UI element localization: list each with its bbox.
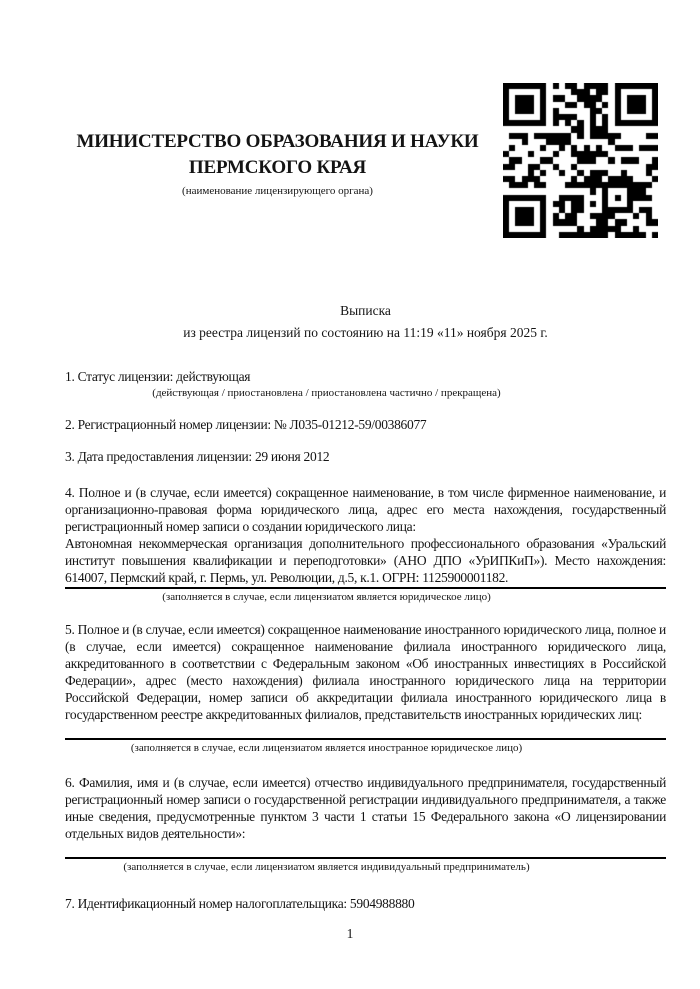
license-date-text: 3. Дата предоставления лицензии: 29 июня 2012 <box>65 449 330 464</box>
item-license-date <box>65 448 666 465</box>
entrepreneur-text: 6. Фамилия, имя и (в случае, если имеется) отчество индивидуального предпринимателя, государственный регистрационный номер записи о государственной регистрации индивидуального предпринимателя, а также иные сведения, предусмотренные пунктом 3 части 1 статьи 15 Федерального закона «О лицензировании отдельных видов деятельности»: <box>65 775 666 841</box>
legal-entity-caption: (заполняется в случае, если лицензиатом является юридическое лицо) <box>162 591 491 603</box>
item-inn <box>65 895 666 912</box>
ministry-name-line2: ПЕРМСКОГО КРАЯ <box>188 157 367 178</box>
qr-code <box>503 83 658 238</box>
registration-number-text: 2. Регистрационный номер лицензии: № Л035-01212-59/00386077 <box>65 417 427 432</box>
foreign-entity-caption: (заполняется в случае, если лицензиатом является иностранное юридическое лицо) <box>130 742 523 754</box>
qr-code-image <box>503 83 658 238</box>
legal-entity-text: 4. Полное и (в случае, если имеется) сокращенное наименование, в том числе фирменное наименование, и организационно-правовая форма юридического лица, адрес его места нахождения, государственный регистрационный номер записи о создании юридического лица: <box>65 485 666 534</box>
item-entrepreneur <box>65 774 666 874</box>
item-legal-entity <box>65 484 666 604</box>
license-status-text: 1. Статус лицензии: действующая <box>65 369 251 384</box>
item-registration-number <box>65 416 666 433</box>
fill-line <box>65 587 666 589</box>
document-title <box>65 300 666 344</box>
legal-entity-value: Автономная некоммерческая организация дополнительного профессионального образования «Уральский институт повышения квалификации и переподготовки» (АНО ДПО «УрИПКиП»). Место нахождения: 614007, Пермский край, г. Пермь, ул. Революции, д.5, к.1. ОГРН: 1125900001182. <box>65 536 666 585</box>
foreign-entity-text: 5. Полное и (в случае, если имеется) сокращенное наименование иностранного юридического лица, полное и (в случае, если имеется) сокращенное наименование филиала иностранного юридического лица, аккредитованного в соответствии с Федеральным законом «Об иностранных инвестициях в Российской Федерации», адрес (место нахождения) филиала иностранного юридического лица на территории Российской Федерации, номер записи об аккредитации филиала иностранного юридического лица в государственном реестре аккредитованных филиалов, представительств иностранных юридических лиц: <box>65 622 666 722</box>
page-number: 1 <box>346 926 354 941</box>
ministry-name-line1: МИНИСТЕРСТВО ОБРАЗОВАНИЯ И НАУКИ <box>76 131 479 152</box>
license-status-caption: (действующая / приостановлена / приостановлена частично / прекращена) <box>152 387 501 399</box>
item-foreign-entity <box>65 621 666 755</box>
entrepreneur-caption: (заполняется в случае, если лицензиатом является индивидуальный предприниматель) <box>123 861 530 873</box>
title-date-line: из реестра лицензий по состоянию на 11:19 «11» ноября 2025 г. <box>183 325 548 340</box>
ministry-header <box>65 129 490 198</box>
item-license-status <box>65 368 666 400</box>
fill-line <box>65 857 666 859</box>
fill-line <box>65 738 666 740</box>
title-line: Выписка <box>340 303 391 318</box>
inn-text: 7. Идентификационный номер налогоплательщика: 5904988880 <box>65 896 415 911</box>
ministry-caption: (наименование лицензирующего органа) <box>182 185 373 197</box>
